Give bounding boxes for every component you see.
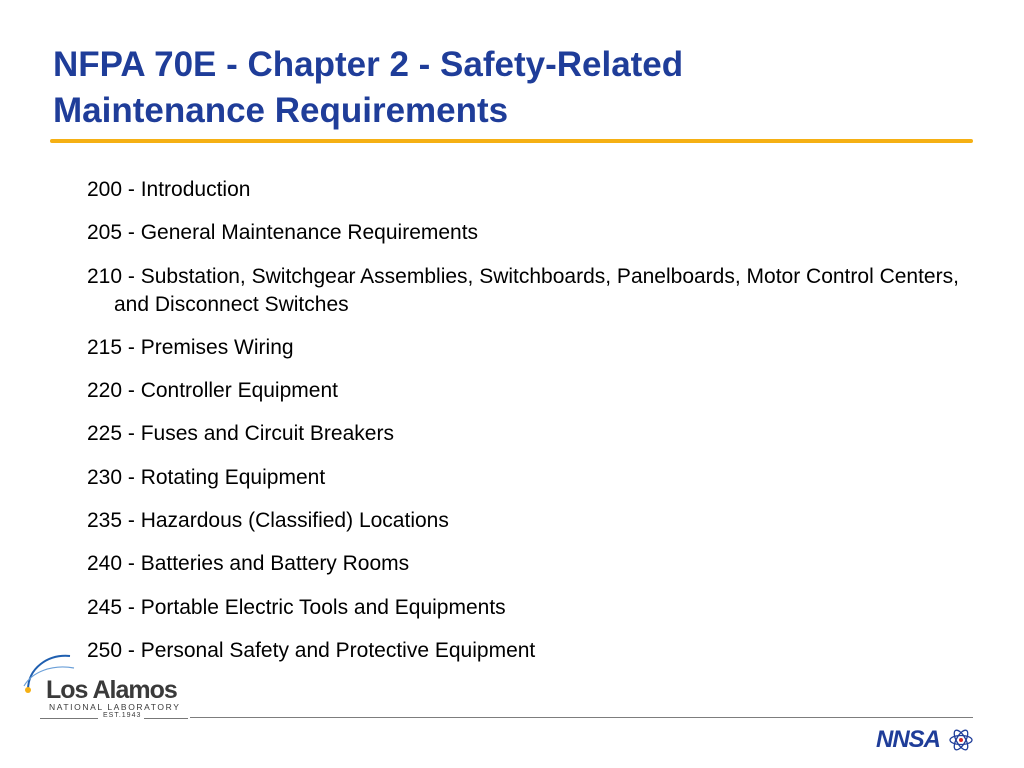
section-list (87, 176, 967, 680)
footer-divider (190, 717, 973, 718)
list-item: 225 - Fuses and Circuit Breakers (87, 422, 394, 446)
list-item: 230 - Rotating Equipment (87, 465, 326, 489)
lanl-logo (18, 646, 188, 726)
lanl-established (40, 712, 188, 724)
page-title (53, 42, 953, 134)
list-item: 205 - General Maintenance Requirements (87, 221, 479, 245)
title-divider (50, 139, 973, 143)
list-item: 200 - Introduction (87, 178, 251, 201)
list-item: 220 - Controller Equipment (87, 379, 338, 403)
list-item: 245 - Portable Electric Tools and Equipments (87, 595, 506, 619)
est-rule-left (40, 718, 98, 719)
list-item: 240 - Batteries and Battery Rooms (87, 552, 410, 576)
title-line-1: NFPA 70E - Chapter 2 - Safety-Related (53, 45, 684, 84)
lanl-name: Los Alamos (46, 676, 177, 704)
title-line-2: Maintenance Requirements (53, 91, 509, 130)
est-rule-right (144, 718, 188, 719)
nnsa-logo (876, 726, 976, 754)
list-item: 250 - Personal Safety and Protective Equipment (87, 638, 536, 662)
list-item: 235 - Hazardous (Classified) Locations (87, 509, 449, 533)
list-item: 210 - Substation, Switchgear Assemblies, Switchboards, Panelboards, Motor Control Centers, and Disconnect Switches (87, 264, 959, 316)
lanl-subtitle: NATIONAL LABORATORY (49, 702, 181, 712)
atom-icon (948, 728, 974, 752)
lanl-est-text: EST.1943 (103, 712, 142, 719)
list-item: 215 - Premises Wiring (87, 335, 294, 359)
nnsa-label: NNSA (876, 726, 941, 753)
